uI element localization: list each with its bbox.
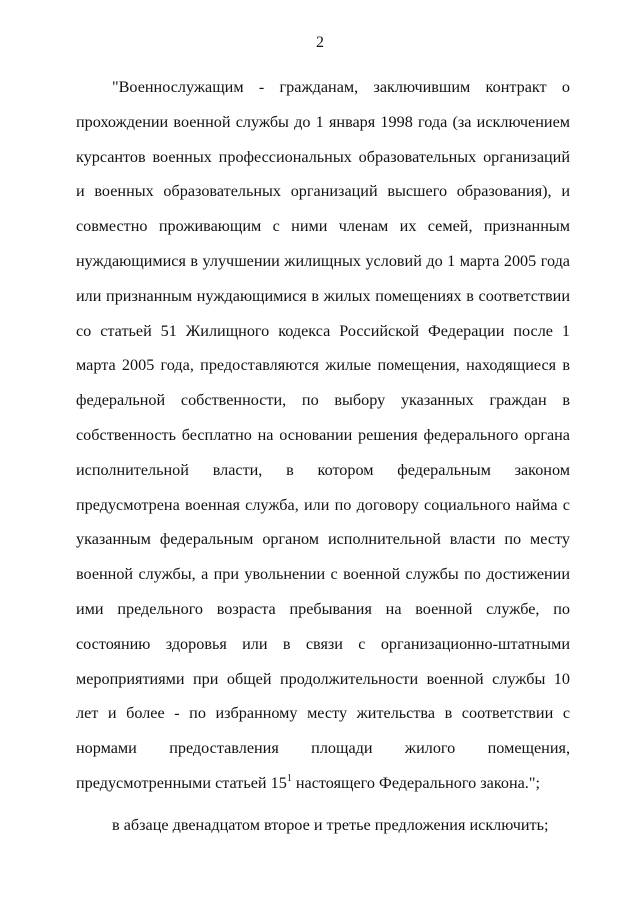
quoted-paragraph bbox=[76, 70, 570, 801]
quoted-paragraph-tail: настоящего Федерального закона."; bbox=[291, 773, 540, 792]
amendment-paragraph: в абзаце двенадцатом второе и третье предложения исключить; bbox=[112, 815, 549, 834]
quoted-paragraph-text: "Военнослужащим - гражданам, заключившим контракт о прохождении военной службы до 1 января 1998 года (за исключением курсантов военных профессиональных образовательных организаций и военных образовательных организаций высшего образования), и совместно проживающим с ними членам их семей, признанным нуждающимися в улучшении жилищных условий до 1 марта 2005 года или признанным нуждающимися в жилых помещениях в соответствии со статьей 51 Жилищного кодекса Российской Федерации после 1 марта 2005 года, предоставляются жилые помещения, находящиеся в федеральной собственности, по выбору указанных граждан в собственность бесплатно на основании решения федерального органа исполнительной власти, в котором федеральным законом предусмотрена военная служба, или по договору социального найма с указанным федеральным органом исполнительной власти по месту военной службы, а при увольнении с военной службы по достижении ими предельного возраста пребывания на военной службе, по состоянию здоровья или в связи с организационно-штатными мероприятиями при общей продолжительности военной службы 10 лет и более - по избранному месту жительства в соответствии с нормами предоставления площади жилого помещения, предусмотренными статьей 15 bbox=[76, 78, 570, 792]
article-superscript: 1 bbox=[286, 772, 292, 784]
document-body bbox=[76, 70, 570, 843]
page-number: 2 bbox=[316, 34, 324, 51]
